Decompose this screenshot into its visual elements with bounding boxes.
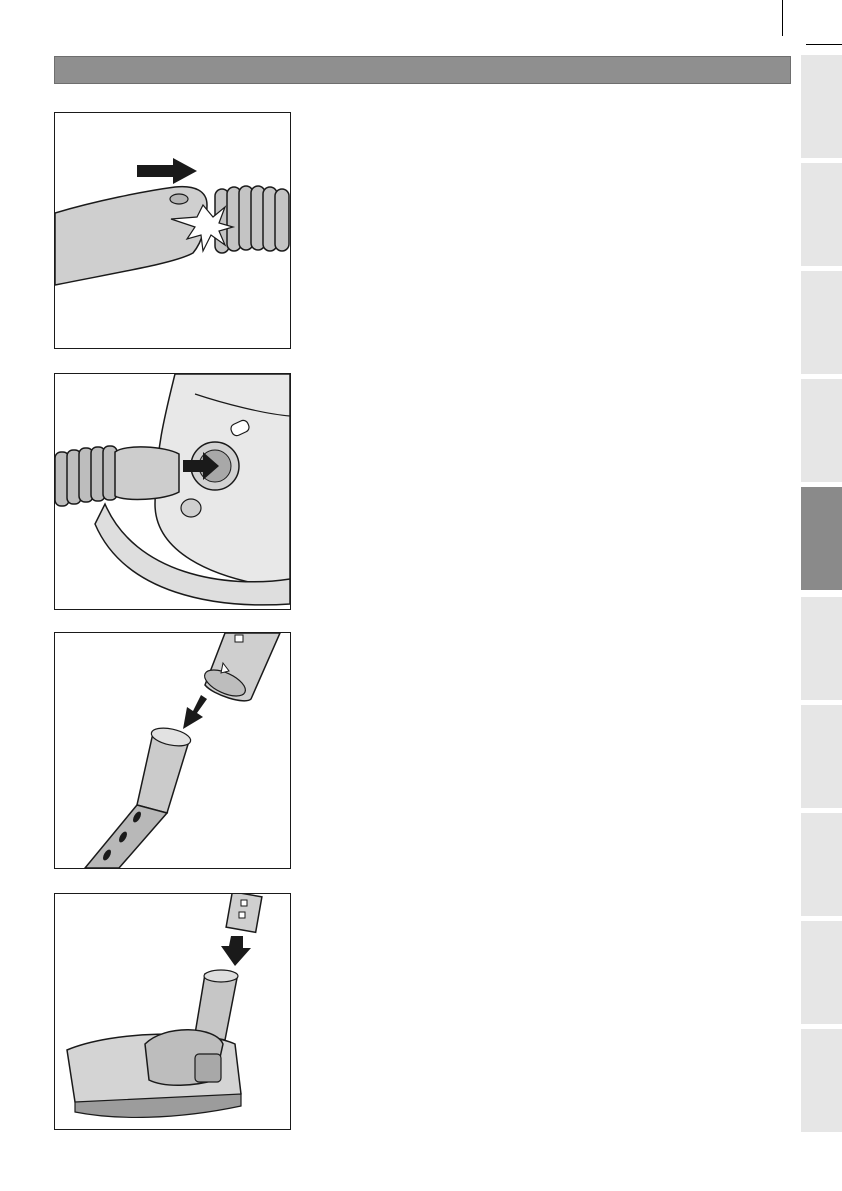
side-tab-9[interactable] xyxy=(801,921,842,1024)
illustration-panel-4 xyxy=(54,893,291,1130)
hose-release-icon xyxy=(55,113,290,348)
tube-connect-icon xyxy=(55,633,290,868)
illustration-panel-3 xyxy=(54,632,291,869)
floor-nozzle-icon xyxy=(55,894,290,1129)
side-tab-4[interactable] xyxy=(801,379,842,482)
side-tab-2[interactable] xyxy=(801,163,842,266)
side-tab-10[interactable] xyxy=(801,1029,842,1132)
side-tab-6[interactable] xyxy=(801,597,842,700)
side-tab-1[interactable] xyxy=(801,55,842,158)
side-tab-8[interactable] xyxy=(801,813,842,916)
side-tab-5-active[interactable] xyxy=(801,487,842,590)
side-tab-7[interactable] xyxy=(801,705,842,808)
crop-mark-horizontal xyxy=(806,44,842,45)
illustration-panel-2 xyxy=(54,373,291,610)
side-tab-3[interactable] xyxy=(801,271,842,374)
section-header-bar xyxy=(54,56,791,84)
illustration-panel-1 xyxy=(54,112,291,349)
hose-insert-icon xyxy=(55,374,290,609)
crop-mark-vertical xyxy=(782,0,783,36)
